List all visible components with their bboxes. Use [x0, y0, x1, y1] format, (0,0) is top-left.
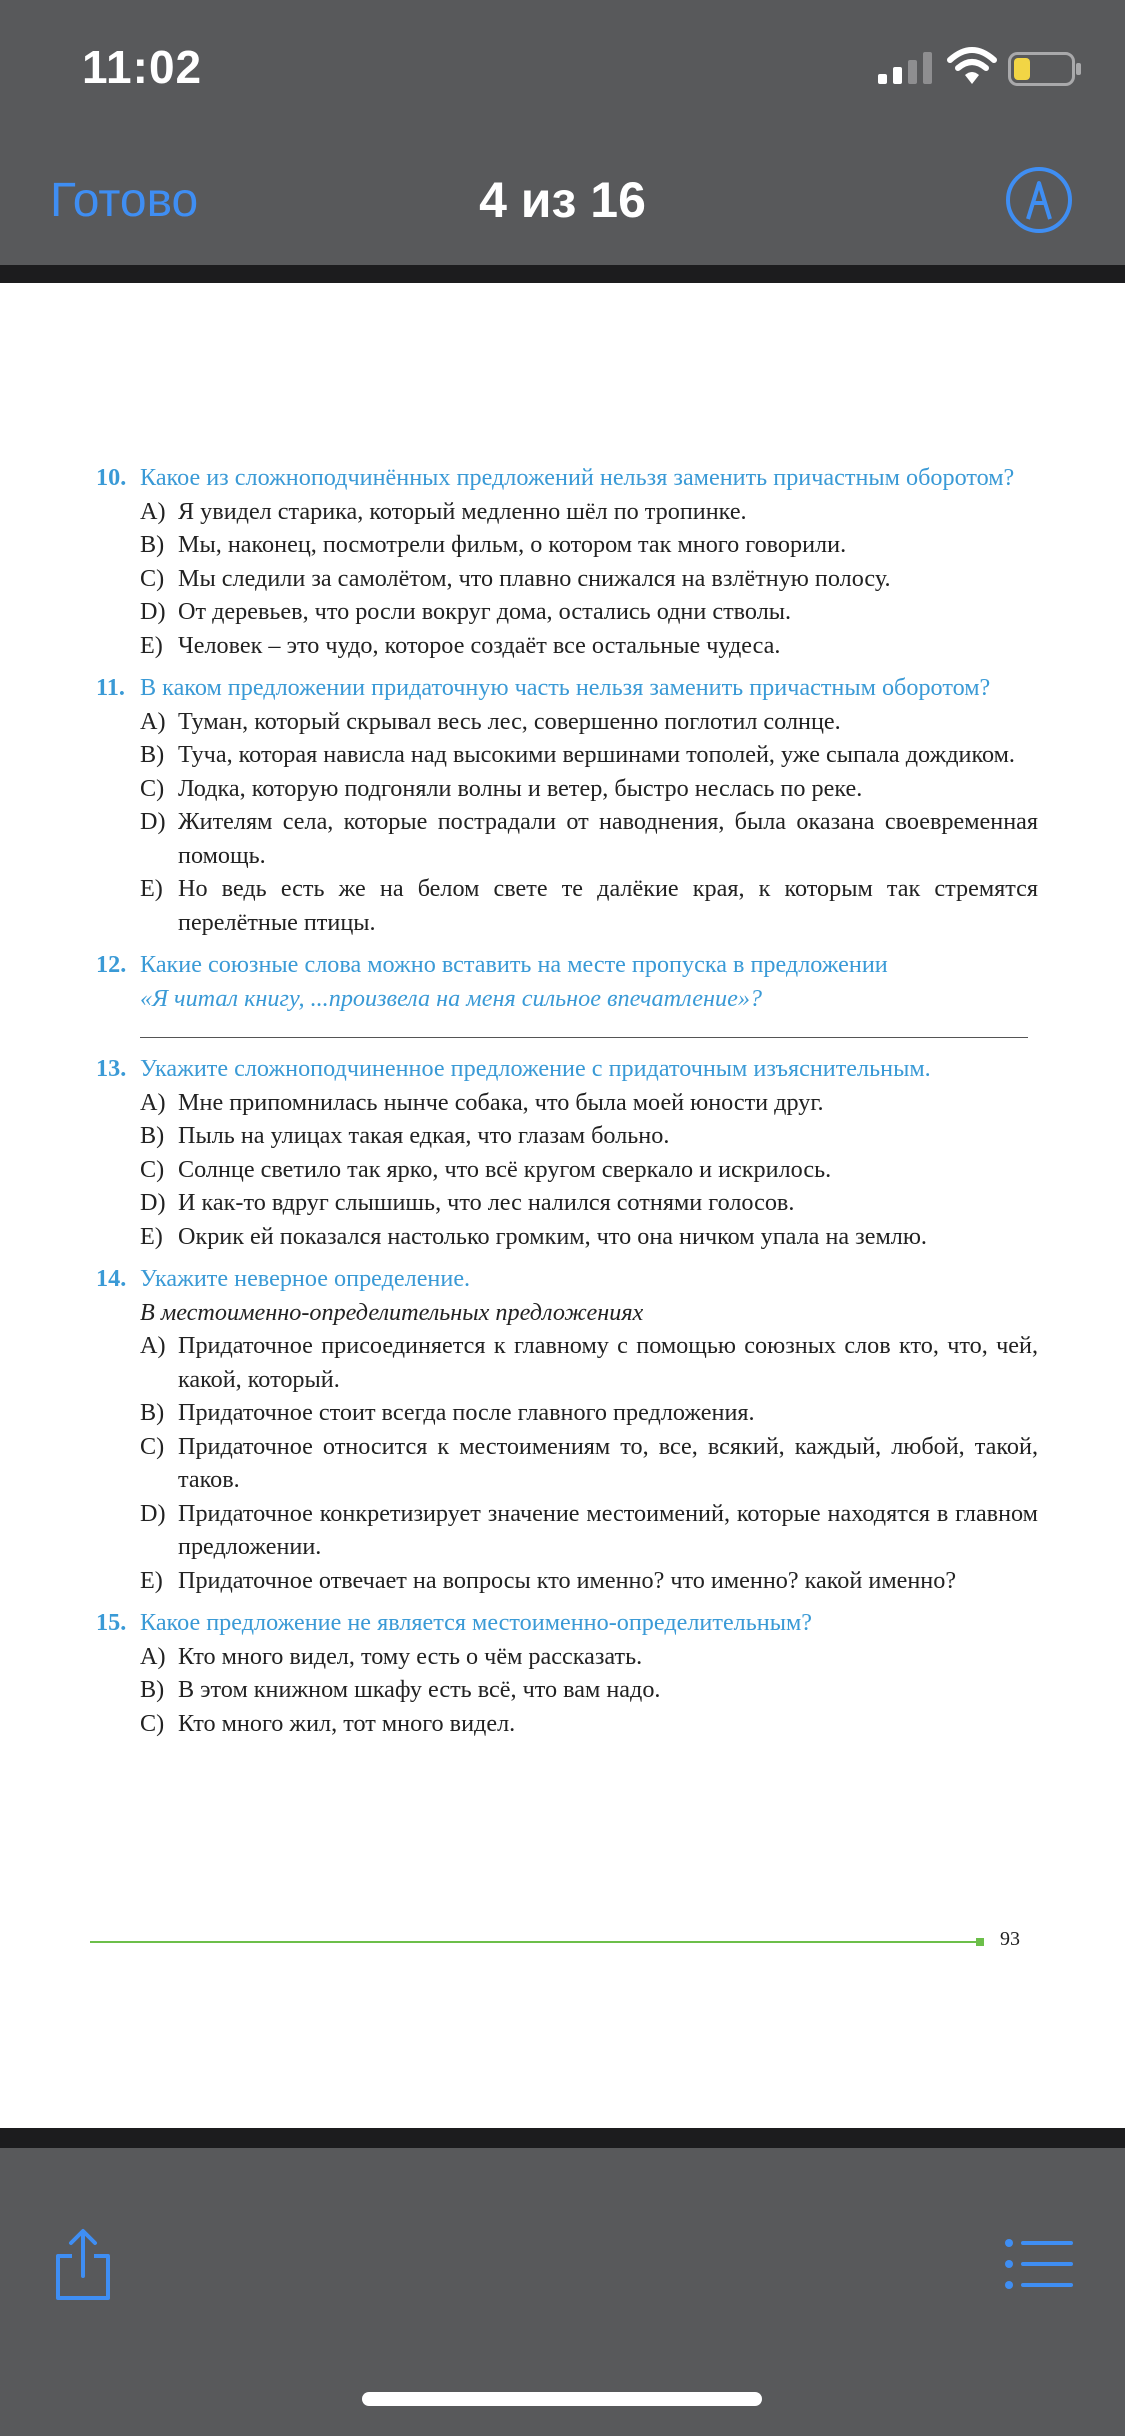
question-text: Какое предложение не является местоименно-определительным?: [140, 1609, 813, 1636]
answer-line: [140, 1023, 1028, 1038]
question-text: Какие союзные слова можно вставить на месте пропуска в предложении: [140, 951, 888, 978]
footer-rule-marker: [976, 1938, 984, 1946]
answer-letter: D): [140, 598, 166, 625]
question-number: 15.: [96, 1609, 127, 1636]
answer-text: Придаточное стоит всегда после главного предложения.: [178, 1399, 755, 1426]
answer-letter: C): [140, 1155, 165, 1183]
answer-letter: D): [140, 1499, 166, 1527]
answer-text: Туман, который скрывал весь лес, совершенно поглотил солнце.: [178, 707, 841, 735]
answer-option: [140, 1430, 1038, 1497]
answer-text: Лодка, которую подгоняли волны и ветер, быстро неслась по реке.: [178, 774, 863, 802]
answer-letter: C): [140, 774, 165, 802]
page-number: 93: [1000, 1928, 1020, 1950]
answer-option: [140, 528, 1038, 562]
answer-letter: C): [140, 1709, 165, 1737]
answer-option: [140, 595, 1038, 629]
page-separator: [0, 265, 1125, 283]
answer-option: [140, 705, 1038, 739]
answer-letter: B): [140, 1122, 165, 1149]
cellular-signal-icon: [878, 52, 934, 84]
status-time: 11:02: [82, 41, 203, 93]
document-page[interactable]: [0, 283, 1125, 2128]
question-number: 14.: [96, 1265, 127, 1292]
answer-text: И как-то вдруг слышишь, что лес налился сотнями голосов.: [178, 1189, 795, 1216]
answer-letter: B): [140, 531, 165, 558]
answer-text: Мы, наконец, посмотрели фильм, о котором так много говорили.: [178, 531, 847, 558]
answer-option: [140, 738, 1038, 772]
answer-letter: A): [140, 1332, 166, 1359]
answer-option: [140, 1220, 1038, 1254]
answer-option: [140, 629, 1038, 663]
page-content: [96, 461, 1038, 1749]
answer-option: [140, 1640, 1038, 1674]
question-subtitle: В местоименно-определительных предложениях: [140, 1298, 644, 1326]
answer-text: От деревьев, что росли вокруг дома, остались одни стволы.: [178, 598, 792, 625]
answer-option: [140, 1396, 1038, 1430]
question-header: [96, 1606, 1038, 1640]
answer-text: Придаточное отвечает на вопросы кто именно? что именно? какой именно?: [178, 1566, 957, 1594]
question-14: [96, 1262, 1038, 1597]
answer-letter: B): [140, 1676, 165, 1703]
answer-option: [140, 1673, 1038, 1707]
answer-option: [140, 1119, 1038, 1153]
answer-letter: D): [140, 1189, 166, 1216]
answer-letter: A): [140, 497, 166, 525]
answer-text: Туча, которая нависла над высокими вершинами тополей, уже сыпала дождиком.: [178, 741, 1015, 768]
answer-text: Придаточное конкретизирует значение местоимений, которые находятся в главном предложении.: [178, 1499, 1038, 1560]
answer-text: Пыль на улицах такая едкая, что глазам больно.: [178, 1122, 670, 1149]
answer-letter: E): [140, 1566, 163, 1594]
question-text: В каком предложении придаточную часть нельзя заменить причастным оборотом?: [140, 674, 991, 701]
answer-letter: A): [140, 1088, 166, 1116]
question-header: [96, 1262, 1038, 1296]
answer-option: [140, 1707, 1038, 1741]
answer-letter: A): [140, 1642, 166, 1670]
answer-letter: B): [140, 1399, 165, 1426]
answer-text: Окрик ей показался настолько громким, что она ничком упала на землю.: [178, 1222, 927, 1250]
nav-bar: [0, 135, 1125, 265]
bottom-toolbar: [0, 2148, 1125, 2436]
answer-text: Я увидел старика, который медленно шёл по тропинке.: [178, 497, 747, 525]
question-11: [96, 671, 1038, 939]
answer-option: [140, 805, 1038, 872]
footer-rule: [90, 1941, 982, 1943]
answer-text: Придаточное присоединяется к главному с помощью союзных слов кто, что, чей, какой, который.: [178, 1332, 1038, 1393]
battery-icon: [1008, 52, 1082, 86]
answer-option: [140, 1497, 1038, 1564]
question-header: [96, 948, 1038, 982]
question-header: [96, 1052, 1038, 1086]
status-bar: [0, 0, 1125, 135]
question-header: [96, 461, 1038, 495]
answer-letter: C): [140, 1432, 165, 1460]
done-button[interactable]: Готово: [50, 174, 199, 227]
question-10: [96, 461, 1038, 662]
list-icon[interactable]: [1004, 2238, 1074, 2290]
answer-option: [140, 495, 1038, 529]
answer-text: Солнце светило так ярко, что всё кругом сверкало и искрилось.: [178, 1155, 832, 1183]
answer-text: Мы следили за самолётом, что плавно снижался на взлётную полосу.: [178, 564, 891, 592]
share-icon[interactable]: [52, 2228, 114, 2300]
answer-option: [140, 1086, 1038, 1120]
answer-text: В этом книжном шкафу есть всё, что вам надо.: [178, 1676, 661, 1703]
wifi-icon: [946, 46, 998, 86]
answer-option: [140, 1564, 1038, 1598]
answer-text: Кто много жил, тот много видел.: [178, 1709, 516, 1737]
answer-option: [140, 872, 1038, 939]
question-header: [96, 671, 1038, 705]
answer-text: Кто много видел, тому есть о чём рассказать.: [178, 1642, 643, 1670]
answer-text: Жителям села, которые пострадали от наводнения, была оказана своевременная помощь.: [178, 808, 1038, 869]
question-13: [96, 1052, 1038, 1253]
question-text: Укажите неверное определение.: [140, 1265, 471, 1292]
answer-text: Придаточное относится к местоимениям то, все, всякий, каждый, любой, такой, таков.: [178, 1432, 1038, 1493]
question-text: Укажите сложноподчиненное предложение с придаточным изъяснительным.: [140, 1055, 931, 1082]
answer-letter: C): [140, 564, 165, 592]
answer-text: Человек – это чудо, которое создаёт все остальные чудеса.: [178, 631, 781, 659]
answer-option: [140, 1153, 1038, 1187]
question-15: [96, 1606, 1038, 1740]
answer-option: [140, 1186, 1038, 1220]
answer-option: [140, 562, 1038, 596]
question-number: 10.: [96, 464, 127, 491]
question-text: Какое из сложноподчинённых предложений нельзя заменить причастным оборотом?: [140, 464, 1015, 491]
answer-letter: B): [140, 741, 165, 768]
page-counter: 4 из 16: [479, 172, 646, 228]
answer-letter: E): [140, 875, 163, 902]
answer-letter: A): [140, 707, 166, 735]
markup-pen-icon[interactable]: [1004, 165, 1074, 235]
question-12: [96, 948, 1038, 1038]
answer-option: [140, 772, 1038, 806]
question-number: 12.: [96, 951, 127, 978]
answer-letter: D): [140, 808, 166, 835]
answer-option: [140, 1329, 1038, 1396]
question-number: 13.: [96, 1055, 127, 1082]
answer-text: Но ведь есть же на белом свете те далёкие края, к которым так стремятся перелётные птицы.: [178, 875, 1038, 936]
home-indicator[interactable]: [362, 2392, 762, 2406]
question-number: 11.: [96, 674, 125, 701]
question-quote: «Я читал книгу, ...произвела на меня сильное впечатление»?: [140, 984, 763, 1012]
answer-text: Мне припомнилась нынче собака, что была моей юности друг.: [178, 1088, 824, 1116]
answer-letter: E): [140, 1222, 163, 1250]
answer-letter: E): [140, 631, 163, 659]
